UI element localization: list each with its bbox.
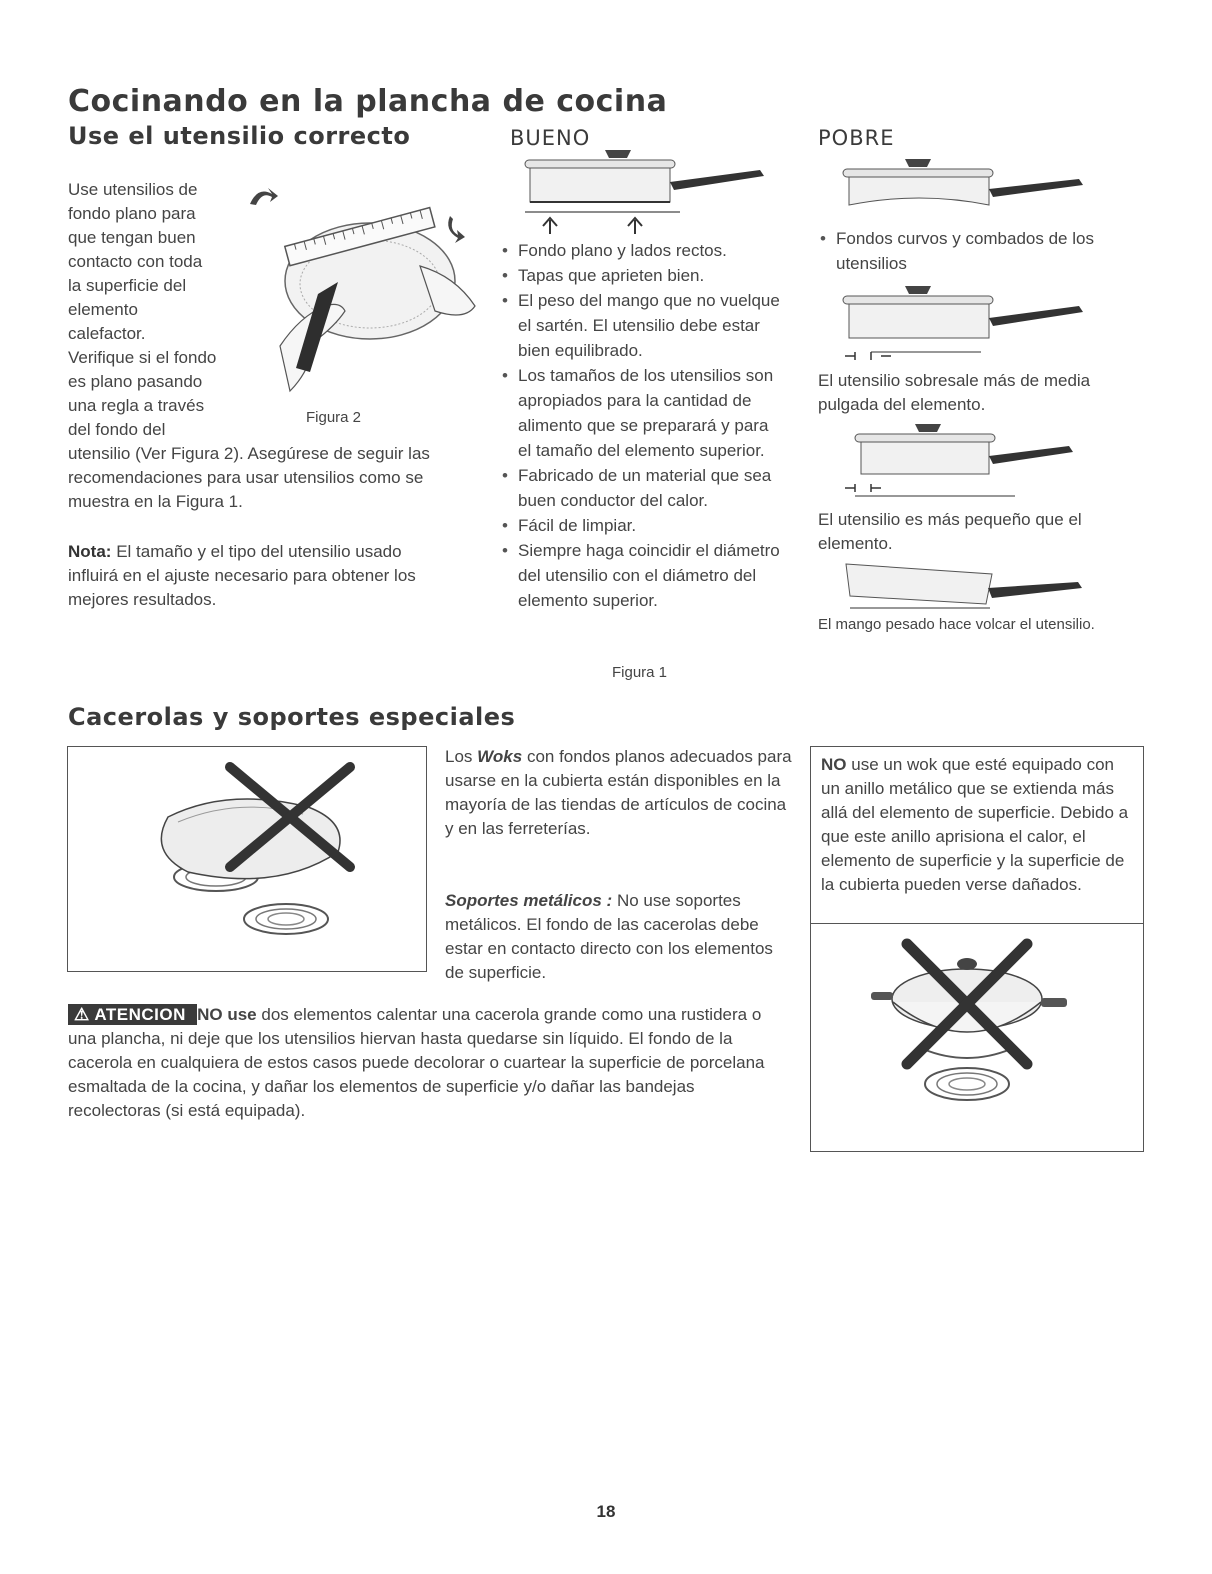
overhang-pan-illustration bbox=[835, 282, 1095, 372]
page-number: 18 bbox=[596, 1502, 616, 1521]
intro-line: fondo plano para bbox=[68, 204, 196, 223]
figure-2-caption: Figura 2 bbox=[306, 409, 362, 426]
rotate-arrow-left-icon bbox=[250, 188, 278, 205]
roaster-on-burner-illustration bbox=[68, 747, 426, 971]
metal-ring-shape bbox=[923, 1049, 1011, 1058]
wok-with-ring-illustration bbox=[811, 924, 1143, 1154]
woks-paragraph bbox=[445, 745, 795, 841]
good-criteria-list bbox=[500, 238, 785, 613]
note-label: Nota: bbox=[68, 542, 112, 561]
page-title: Cocinando en la plancha de cocina bbox=[68, 84, 668, 119]
list-item: • Los tamaños de los utensilios son apropiados para la cantidad de alimento que se preparará y para el tamaño del elemento superior. bbox=[500, 363, 785, 463]
small-pan-illustration bbox=[835, 420, 1095, 506]
poor-list-1 bbox=[818, 226, 1118, 276]
caution-text: dos elementos calentar una cacerola grande como una rustidera o una plancha, ni deje que los utensilios hiervan hasta quedarse sin líquido. El fondo de la cacerola en cualquiera de estos casos puede decolorar o cuartear la superficie de porcelana esmaltada de la cocina, y dañar los elementos de superficie y/o dañar las bandejas recolectoras (si está equipada). bbox=[68, 1005, 765, 1120]
intro-line: una regla a través bbox=[68, 396, 205, 415]
metal-supports-paragraph bbox=[445, 889, 795, 985]
note-paragraph bbox=[68, 540, 433, 612]
intro-line: del fondo del bbox=[68, 420, 166, 439]
intro-continued-text: utensilio (Ver Figura 2). Asegúrese de seguir las recomendaciones para usar utensilios como se muestra en la Figura 1. bbox=[68, 444, 430, 511]
curved-bottom-pan-illustration bbox=[835, 155, 1095, 227]
poor-item-smaller: El utensilio es más pequeño que el elemento. bbox=[818, 510, 1082, 553]
good-pan-illustration bbox=[505, 146, 780, 236]
intro-wrapped-text bbox=[68, 178, 258, 442]
list-item: • Fondo plano y lados rectos. bbox=[500, 238, 785, 263]
list-item: • El peso del mango que no vuelque el sartén. El utensilio debe estar bien equilibrado. bbox=[500, 288, 785, 363]
supports-text: No use soportes metálicos. El fondo de las cacerolas debe estar en contacto directo con los elementos de superficie. bbox=[445, 891, 773, 982]
section-title-correct-utensil: Use el utensilio correcto bbox=[68, 122, 411, 150]
intro-line: Verifique si el fondo bbox=[68, 348, 217, 367]
wok-ring-warning-box bbox=[810, 746, 1144, 1152]
rotate-arrow-right-icon bbox=[448, 216, 465, 243]
supports-label: Soportes metálicos : bbox=[445, 891, 613, 910]
poor-item-heavy-handle: El mango pesado hace volcar el utensilio. bbox=[818, 616, 1095, 633]
pobre-heading: POBRE bbox=[818, 126, 895, 150]
figure-1-caption: Figura 1 bbox=[612, 664, 668, 681]
caution-lead: NO use bbox=[197, 1005, 257, 1024]
tilted-pan-illustration bbox=[840, 560, 1100, 615]
intro-line: la superficie del bbox=[68, 276, 187, 295]
caution-badge bbox=[68, 1004, 197, 1025]
poor-item-overhang: El utensilio sobresale más de media pulgada del elemento. bbox=[818, 371, 1091, 414]
woks-prefix: Los bbox=[445, 747, 473, 766]
wok-no-label: NO bbox=[821, 755, 847, 774]
woks-label: Woks bbox=[477, 747, 523, 766]
list-item: • Siempre haga coincidir el diámetro del utensilio con el diámetro del elemento superior. bbox=[500, 538, 785, 613]
caution-label: ATENCION bbox=[94, 1005, 186, 1024]
intro-line: elemento bbox=[68, 300, 138, 319]
list-item: • Tapas que aprieten bien. bbox=[500, 263, 785, 288]
list-item: • Fondos curvos y combados de los utensilios bbox=[818, 226, 1118, 276]
bueno-heading: BUENO bbox=[510, 126, 591, 150]
list-item: • Fabricado de un material que sea buen conductor del calor. bbox=[500, 463, 785, 513]
metal-support-warning-box bbox=[67, 746, 427, 972]
warning-triangle-icon: ⚠ bbox=[74, 1005, 90, 1024]
intro-line: que tengan buen bbox=[68, 228, 196, 247]
wok-warning-body: use un wok que esté equipado con un anillo metálico que se extienda más allá del elemento de superficie. Debido a que este anillo aprisiona el calor, el elemento de superficie y la superficie de la cubierta pueden verse dañados. bbox=[821, 755, 1129, 894]
list-item: • Fácil de limpiar. bbox=[500, 513, 785, 538]
intro-line: calefactor. bbox=[68, 324, 146, 343]
intro-line: contacto con toda bbox=[68, 252, 203, 271]
wok-warning-text bbox=[811, 747, 1143, 924]
woks-text: con fondos planos adecuados para usarse en la cubierta están disponibles en la mayoría de las tiendas de artículos de cocina y en las ferreterías. bbox=[445, 747, 792, 838]
section-title-special: Cacerolas y soportes especiales bbox=[68, 703, 516, 731]
note-text: El tamaño y el tipo del utensilio usado influirá en el ajuste necesario para obtener los mejores resultados. bbox=[68, 542, 416, 609]
figure-2-illustration bbox=[240, 176, 495, 416]
intro-line: es plano pasando bbox=[68, 372, 203, 391]
caution-paragraph bbox=[68, 1003, 788, 1123]
intro-line: Use utensilios de bbox=[68, 180, 198, 199]
